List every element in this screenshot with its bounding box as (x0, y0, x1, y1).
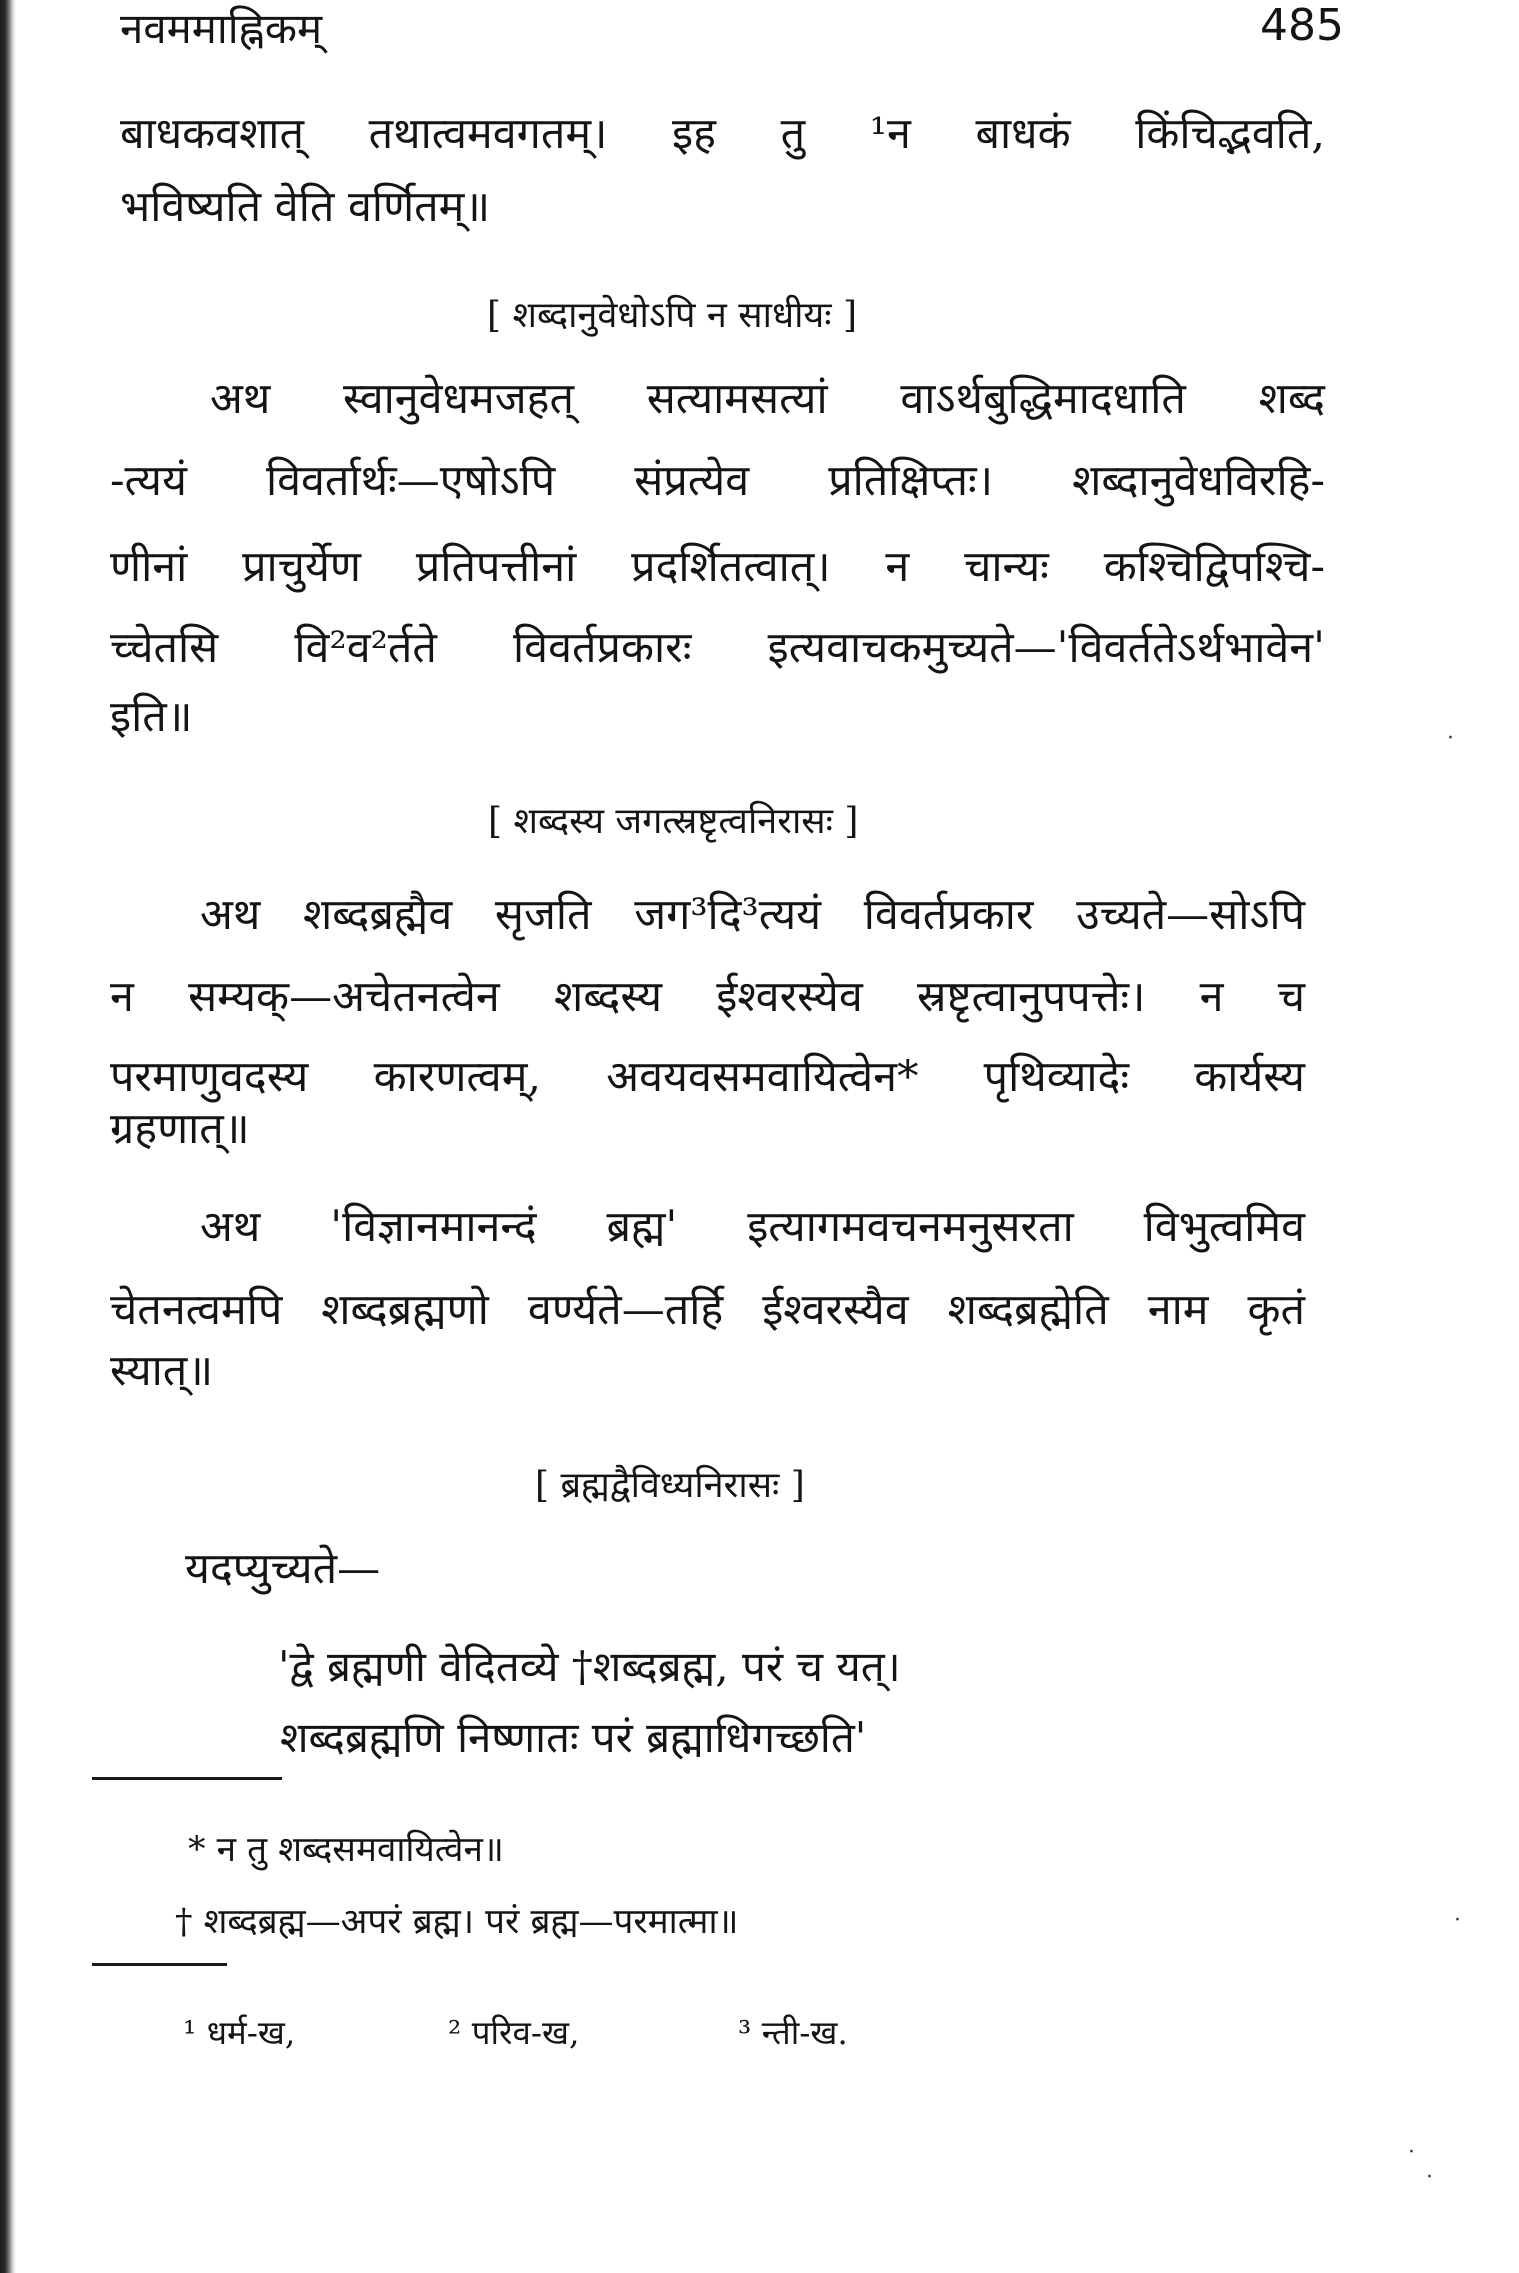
body-line: ग्रहणात्॥ (110, 1104, 250, 1154)
book-spine-shadow (0, 0, 16, 2273)
body-line: इति॥ (110, 692, 193, 742)
section-heading: [ शब्दस्य जगत्स्रष्टृत्वनिरासः ] (488, 801, 859, 842)
section-heading: [ शब्दानुवेधोऽपि न साधीयः ] (487, 295, 858, 336)
body-line: बाधकवशात् तथात्वमवगतम्। इह तु ¹न बाधकं किंचिद्भवति, (120, 109, 1325, 159)
body-line: यदप्युच्यते— (185, 1544, 381, 1594)
body-line: चेतनत्वमपि शब्दब्रह्मणो वर्ण्यते—तर्हि ईश्वरस्यैव शब्दब्रह्मेति नाम कृतं (110, 1285, 1305, 1335)
page-number: 485 (1260, 0, 1344, 51)
variant-reading: ² परिव-ख, (448, 2013, 580, 2052)
body-line: परमाणुवदस्य कारणत्वम्, अवयवसमवायित्वेन* पृथिव्यादेः कार्यस्य (110, 1052, 1305, 1102)
body-line: स्यात्॥ (110, 1346, 214, 1396)
body-line: -त्ययं विवर्तार्थः—एषोऽपि संप्रत्येव प्रतिक्षिप्तः। शब्दानुवेधविरहि- (110, 456, 1325, 506)
print-speck: · (1454, 1908, 1461, 1933)
print-speck: · (1426, 2165, 1433, 2190)
verse-line: शब्दब्रह्मणि निष्णातः परं ब्रह्माधिगच्छति' (280, 1713, 867, 1762)
print-speck: · (1408, 2140, 1415, 2165)
body-line: अथ स्वानुवेधमजहत् सत्यामसत्यां वाऽर्थबुद्धिमादधाति शब्द (210, 374, 1325, 424)
body-line: णीनां प्राचुर्येण प्रतिपत्तीनां प्रदर्शितत्वात्। न चान्यः कश्चिद्विपश्चि- (110, 542, 1325, 592)
body-line: भविष्यति वेति वर्णितम्॥ (120, 182, 491, 232)
variant-reading: ¹ धर्म-ख, (183, 2013, 296, 2052)
footnote: * न तु शब्दसमवायित्वेन॥ (188, 1830, 504, 1870)
verse-line: 'द्वे ब्रह्मणी वेदितव्ये †शब्दब्रह्म, परं च यत्। (278, 1642, 901, 1691)
body-line: न सम्यक्—अचेतनत्वेन शब्दस्य ईश्वरस्येव स्रष्टृत्वानुपपत्तेः। न च (110, 972, 1305, 1022)
variant-reading: ³ न्ती-ख. (738, 2013, 848, 2052)
footnote: † शब्दब्रह्म—अपरं ब्रह्म। परं ब्रह्म—परमात्मा॥ (175, 1902, 739, 1942)
running-header: नवममाह्निकम् (120, 4, 323, 53)
body-line: अथ शब्दब्रह्मैव सृजति जग³दि³त्ययं विवर्तप्रकार उच्यते—सोऽपि (200, 890, 1305, 940)
section-heading: [ ब्रह्मद्वैविध्यनिरासः ] (535, 1465, 805, 1506)
body-line: च्चेतसि वि²व²र्तते विवर्तप्रकारः इत्यवाचकमुच्यते—'विवर्ततेऽर्थभावेन' (110, 623, 1325, 673)
print-speck: · (1447, 726, 1454, 751)
body-line: अथ 'विज्ञानमानन्दं ब्रह्म' इत्यागमवचनमनुसरता विभुत्वमिव (200, 1202, 1305, 1252)
footnote-rule (92, 1777, 282, 1780)
variants-rule (92, 1963, 227, 1966)
